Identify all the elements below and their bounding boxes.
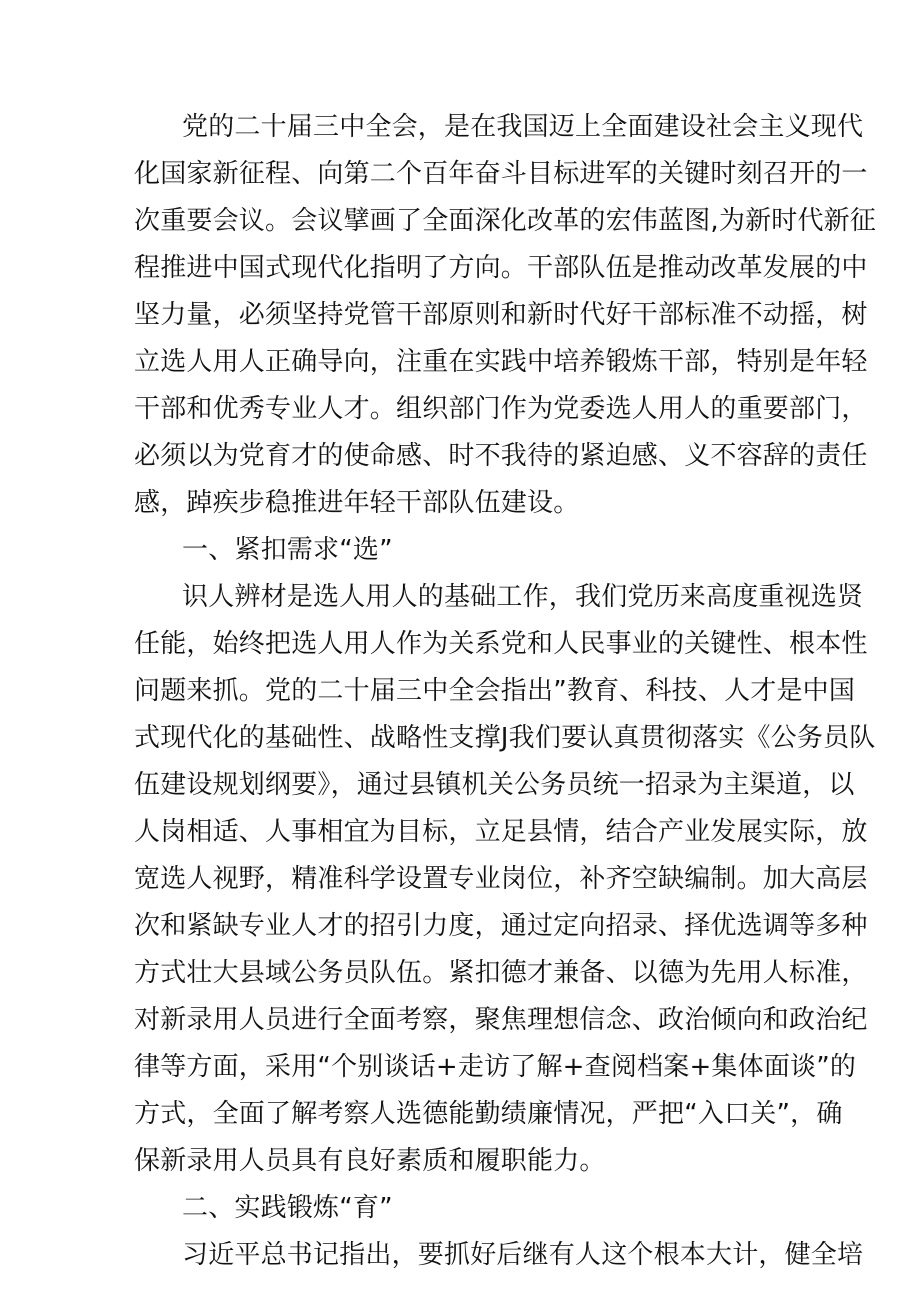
- paragraph-1-line-8: 必须以为党育才的使命感、时不我待的紧迫感、义不容辞的责任: [134, 441, 868, 471]
- paragraph-2-line-9: 方式壮大县域公务员队伍。紧扣德才兼备、以德为先用人标准，: [134, 958, 868, 988]
- paragraph-2-line-2: 任能，始终把选人用人作为关系党和人民事业的关键性、根本性: [134, 629, 868, 659]
- paragraph-1-line-2: 化国家新征程、向第二个百年奋斗目标进军的关键时刻召开的一: [134, 159, 868, 189]
- paragraph-1-line-7: 干部和优秀专业人才。组织部门作为党委选人用人的重要部门，: [134, 394, 868, 424]
- paragraph-1-line-1: 党的二十届三中全会，是在我国迈上全面建设社会主义现代: [182, 112, 864, 142]
- paragraph-1-line-5: 坚力量，必须坚持党管干部原则和新时代好干部标准不动摇，树: [134, 300, 868, 330]
- paragraph-1-line-9: 感，踔疾步稳推进年轻干部队伍建设。: [134, 488, 580, 518]
- paragraph-2-line-12: 方式，全面了解考察人选德能勤绩廉情况，严把“入口关”，确: [134, 1099, 843, 1129]
- paragraph-2-line-3: 问题来抓。党的二十届三中全会指出”教育、科技、人才是中国: [134, 676, 856, 706]
- paragraph-2-line-6: 人岗相适、人事相宜为目标，立足县情，结合产业发展实际，放: [134, 817, 868, 847]
- paragraph-2-line-10: 对新录用人员进行全面考察，聚焦理想信念、政治倾向和政治纪: [134, 1005, 868, 1035]
- paragraph-2-line-1: 识人辨材是选人用人的基础工作，我们党历来高度重视选贤: [182, 582, 864, 612]
- section-heading-1: 一、紧扣需求“选”: [182, 535, 393, 565]
- paragraph-1-line-6: 立选人用人正确导向，注重在实践中培养锻炼干部，特别是年轻: [134, 347, 868, 377]
- paragraph-2-line-7: 宽选人视野，精准科学设置专业岗位，补齐空缺编制。加大高层: [134, 864, 868, 894]
- paragraph-2-line-5: 伍建设规划纲要》，通过县镇机关公务员统一招录为主渠道，以: [134, 770, 855, 800]
- paragraph-1-line-3: 次重要会议。会议擘画了全面深化改革的宏伟蓝图,为新时代新征: [134, 206, 877, 236]
- paragraph-2-line-13: 保新录用人员具有良好素质和履职能力。: [134, 1146, 606, 1176]
- paragraph-1-line-4: 程推进中国式现代化指明了方向。干部队伍是推动改革发展的中: [134, 253, 868, 283]
- paragraph-2-line-8: 次和紧缺专业人才的招引力度，通过定向招录、择优选调等多种: [134, 911, 868, 941]
- paragraph-3-line-1: 习近平总书记指出，要抓好后继有人这个根本大计，健全培: [182, 1240, 864, 1270]
- section-heading-2: 二、实践锻炼“育”: [182, 1193, 393, 1223]
- paragraph-2-line-11: 律等方面，采用“个别谈话+走访了解+查阅档案+集体面谈”的: [134, 1052, 857, 1082]
- paragraph-2-line-4: 式现代化的基础性、战略性支撑J我们要认真贯彻落实《公务员队: [134, 723, 876, 753]
